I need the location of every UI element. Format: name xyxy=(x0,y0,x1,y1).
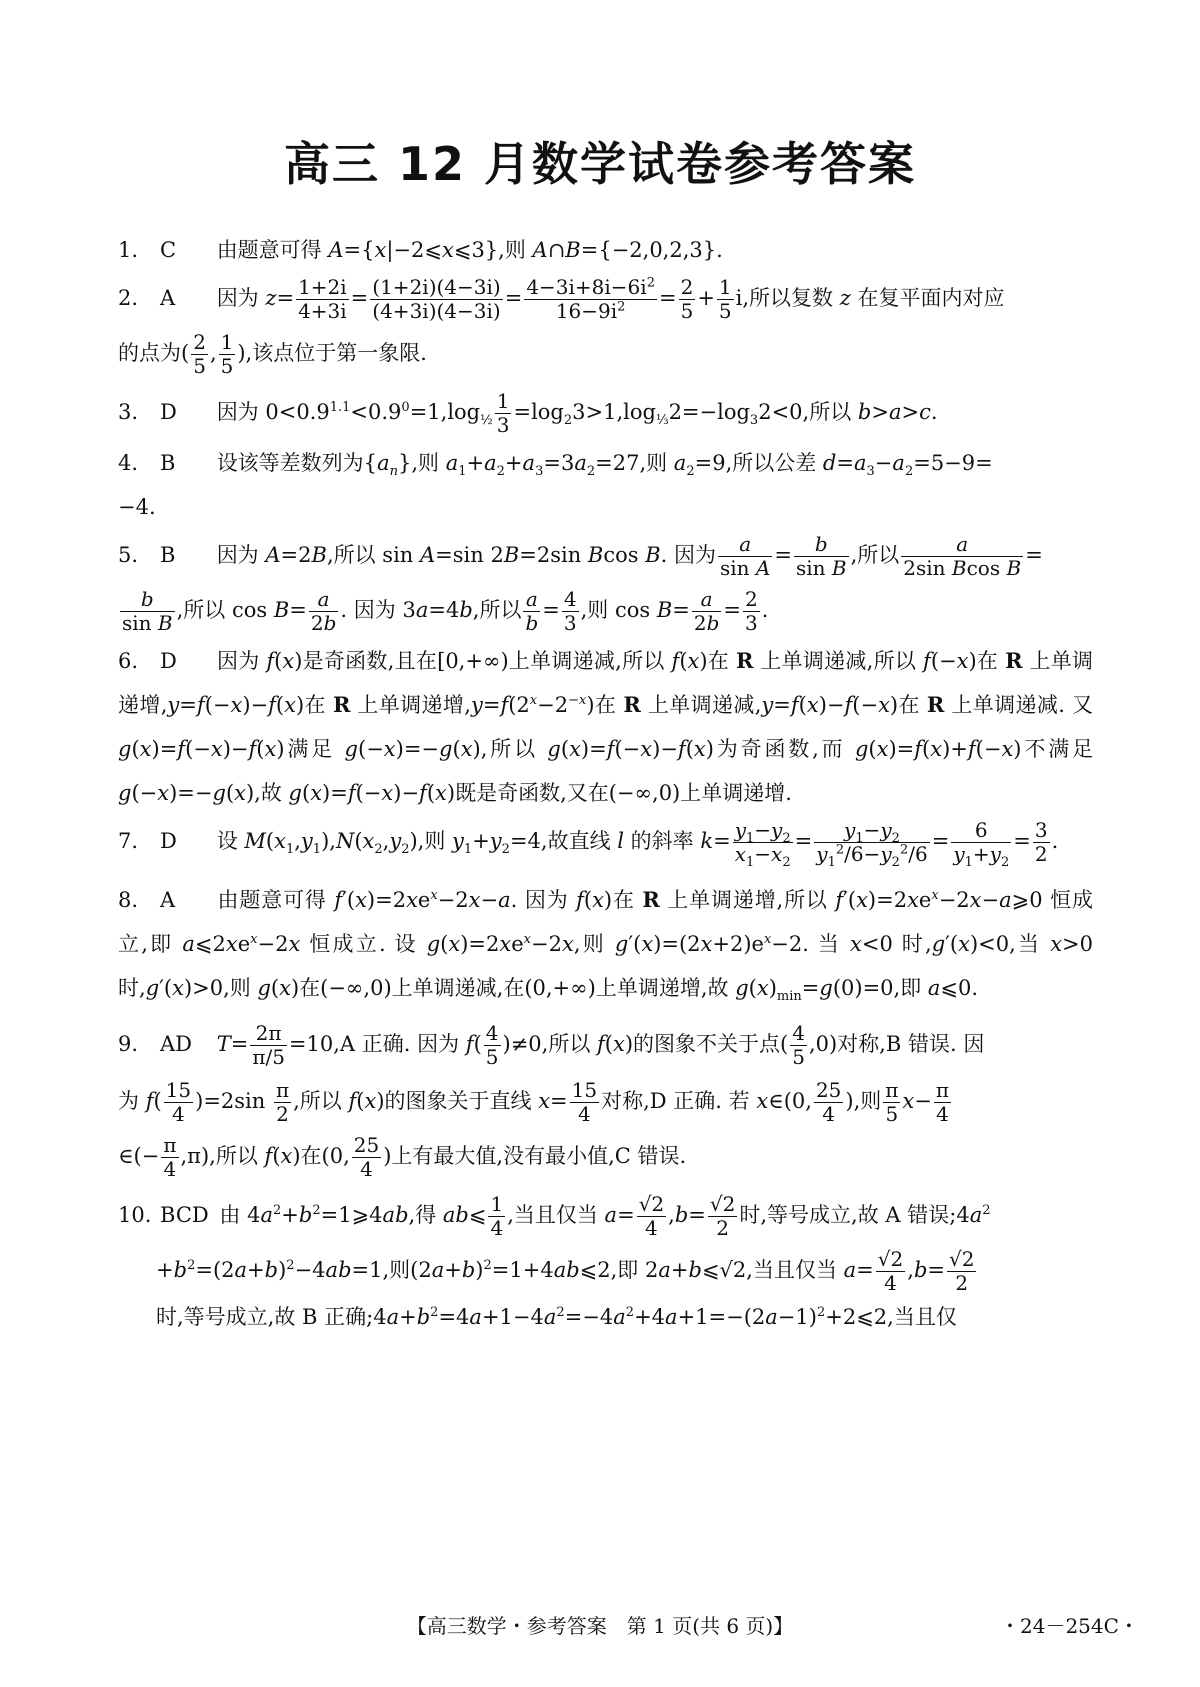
answer-item-4 xyxy=(118,441,1093,485)
answer-item-6 xyxy=(118,639,1093,815)
item-number: 9. xyxy=(118,1032,139,1056)
item-choice: A xyxy=(160,286,176,310)
item-number: 7. xyxy=(118,829,139,853)
item-number: 8. xyxy=(118,888,139,912)
item-choice: D xyxy=(160,400,177,424)
answer-item-1 xyxy=(118,228,1093,272)
item-text: 因为 A=2B,所以 sin A=sin 2B=2sin Bcos B. 因为 $\frac{a}{\text{sin A}}$ = $\frac{b}{\text{sin B}}$ ,所以 $\frac{a}{\text{2sin Bcos B}}$ = xyxy=(216,532,1043,580)
item-choice: B xyxy=(160,543,176,567)
answer-item-8 xyxy=(118,878,1093,1010)
answer-list xyxy=(118,228,1093,1339)
answer-item-2-cont: 的点为( $\frac{2}{5}$ , $\frac{1}{5}$ ),该点位于第一象限. xyxy=(118,330,427,378)
item-choice: BCD xyxy=(160,1203,209,1227)
item-choice: C xyxy=(160,238,177,262)
item-choice: A xyxy=(160,888,176,912)
item-number: 10. xyxy=(118,1203,152,1227)
item-text: 由 $4a^2+b^2=1⩾4ab$,得 ab⩽ $\frac{1}{4}$ ,当且仅当 a= $\frac{√2}{4}$ ,b= $\frac{√2}{2}$ 时,等号成立,故 A 错误$;4a^2$ xyxy=(219,1192,991,1240)
answer-item-10-cont2: 时,等号成立,故 B 正确$;4a+b^2=4a+1-4a^2=-4a^2+4a+1=-(2a-1)^2+2⩽2$,当且仅 xyxy=(156,1305,957,1329)
answer-item-9-cont: 为 f( $\frac{15}{4}$ )=2sin $\frac{\pi}{2}$ ,所以 f(x)的图象关于直线 x= $\frac{15}{4}$ 对称,D 正确. 若 x∈(0, $\frac{25}{4}$ ),则 $\frac{\pi}{5}$ x− $\frac{\pi}{4}$ xyxy=(118,1078,950,1126)
answer-item-9 xyxy=(118,1022,1093,1069)
item-text: 设该等差数列为$\{a_n\}$,则 $a_1+a_2+a_3=3a_2=27$,则 $a_2=9$,所以公差 $d=a_3-a_2=5-9=$ xyxy=(216,451,993,480)
item-number: 2. xyxy=(118,286,139,310)
item-number: 6. xyxy=(118,649,139,673)
item-number: 4. xyxy=(118,451,139,475)
item-choice: B xyxy=(160,451,176,475)
footer-page-info: 【高三数学・参考答案 第 1 页(共 6 页)】 xyxy=(406,1614,794,1638)
answer-item-5 xyxy=(118,533,1093,580)
answer-item-10 xyxy=(118,1193,1093,1240)
item-text: 因为 f(x)是奇函数,且在[0,+∞)上单调递减,所以 f(x)在 R 上单调递减,所以 f(−x)在 R 上单调递增,y=f(−x)−f(x)在 R 上单调递增$,y=f(2^x-2^{-x})$在 R 上单调递减,y=f(x)−f(−x)在 R 上单调递减. 又 g(x)=f(−x)−f(x)满足 g(−x)=−g(x),所以 g(x)=f(−x)−f(x)为奇函数,而 g(x)=f(x)+f(−x)不满足 g(−x)=−g(x),故 g(x)=f(−x)−f(x)既是奇函数,又在(−∞,0)上单调递增. xyxy=(118,648,1093,805)
item-text: 由题意可得 $f'(x)=2xe^x-2x-a$. 因为 f(x)在 R 上单调递增,所以 $f'(x)=2xe^x-2x-a⩾0$ 恒成立,即 $a⩽2xe^x-2x$ 恒成立. 设 $g(x)=2xe^x-2x$,则 $g'(x)=(2x+2)e^x-2$. 当 x<0 时,g′(x)<0,当 x>0 时,g′(x)>0,则 g(x)在(−∞,0)上单调递减,在(0,+∞)上单调递增,故 $g(x)_{min}=g(0)=0$,即 a⩽0. xyxy=(118,887,1094,1005)
item-number: 3. xyxy=(118,400,139,424)
answer-item-4-cont: −4. xyxy=(118,495,156,519)
answer-item-9-cont2: ∈(− $\frac{\pi}{4}$ ,π),所以 f(x)在(0, $\frac{25}{4}$ )上有最大值,没有最小值,C 错误. xyxy=(118,1133,687,1181)
answer-item-3 xyxy=(118,390,1093,437)
page-title: 高三 12 月数学试卷参考答案 xyxy=(283,137,917,191)
item-text: T= $\frac{2\pi}{\pi/5}$ =10,A 正确. 因为 f( $\frac{4}{5}$ )≠0,所以 f(x)的图象不关于点( $\frac{4}{5}$ ,0)对称,B 错误. 因 xyxy=(216,1021,985,1069)
answer-item-2 xyxy=(118,276,1093,323)
answer-item-5-cont: $\frac{b}{\text{sin B}}$ ,所以 cos B= $\frac{a}{2b}$ . 因为 3a=4b,所以 $\frac{a}{b}$ = $\frac{4}{3}$ ,则 cos B= $\frac{a}{2b}$ = $\frac{2}{3}$ . xyxy=(122,587,769,635)
answer-item-7 xyxy=(118,818,1093,870)
item-text: 设 $M(x_1,y_1),N(x_2,y_2)$,则 $y_1+y_2=4$,故直线 l 的斜率 k= $\frac{y_1-y_2}{x_1-x_2}$ = $\frac{y_1-y_2}{y_1^2/6-y_2^2/6}$ = $\frac{6}{y_1+y_2}$ = $\frac{3}{2}$ . xyxy=(216,818,1059,870)
footer-code: ・24－254C・ xyxy=(1000,1614,1139,1638)
item-text: 因为 z= $\frac{1+2i}{4+3i}$ = $\frac{(1+2i)(4-3i)}{(4+3i)(4-3i)}$ = $\frac{4-3i+8i-6i^2}{16-9i^2}$ = $\frac{2}{5}$ + $\frac{1}{5}$ i,所以复数 z 在复平面内对应 xyxy=(216,275,1005,323)
answer-item-10-cont: $+b^2=(2a+b)^2-4ab=1$,则$(2a+b)^2=1+4ab⩽2$,即 2a+b⩽√2,当且仅当 a= $\frac{√2}{4}$ ,b= $\frac{√2}{2}$ xyxy=(156,1247,975,1295)
item-choice: AD xyxy=(160,1032,193,1056)
item-choice: D xyxy=(160,829,177,853)
item-number: 1. xyxy=(118,238,139,262)
item-text: 因为 $0<0.9^{1.1}<0.9^0=1,\log_{\frac{1}{2}}$ $\frac{1}{3}$ $=\log_23>1,\log_{\frac{1}{3}}2=-\log_32<0$,所以 b>a>c. xyxy=(216,389,938,437)
item-text: 由题意可得 A={x|−2⩽x⩽3},则 A∩B={−2,0,2,3}. xyxy=(216,238,723,262)
item-number: 5. xyxy=(118,543,139,567)
item-choice: D xyxy=(160,649,177,673)
